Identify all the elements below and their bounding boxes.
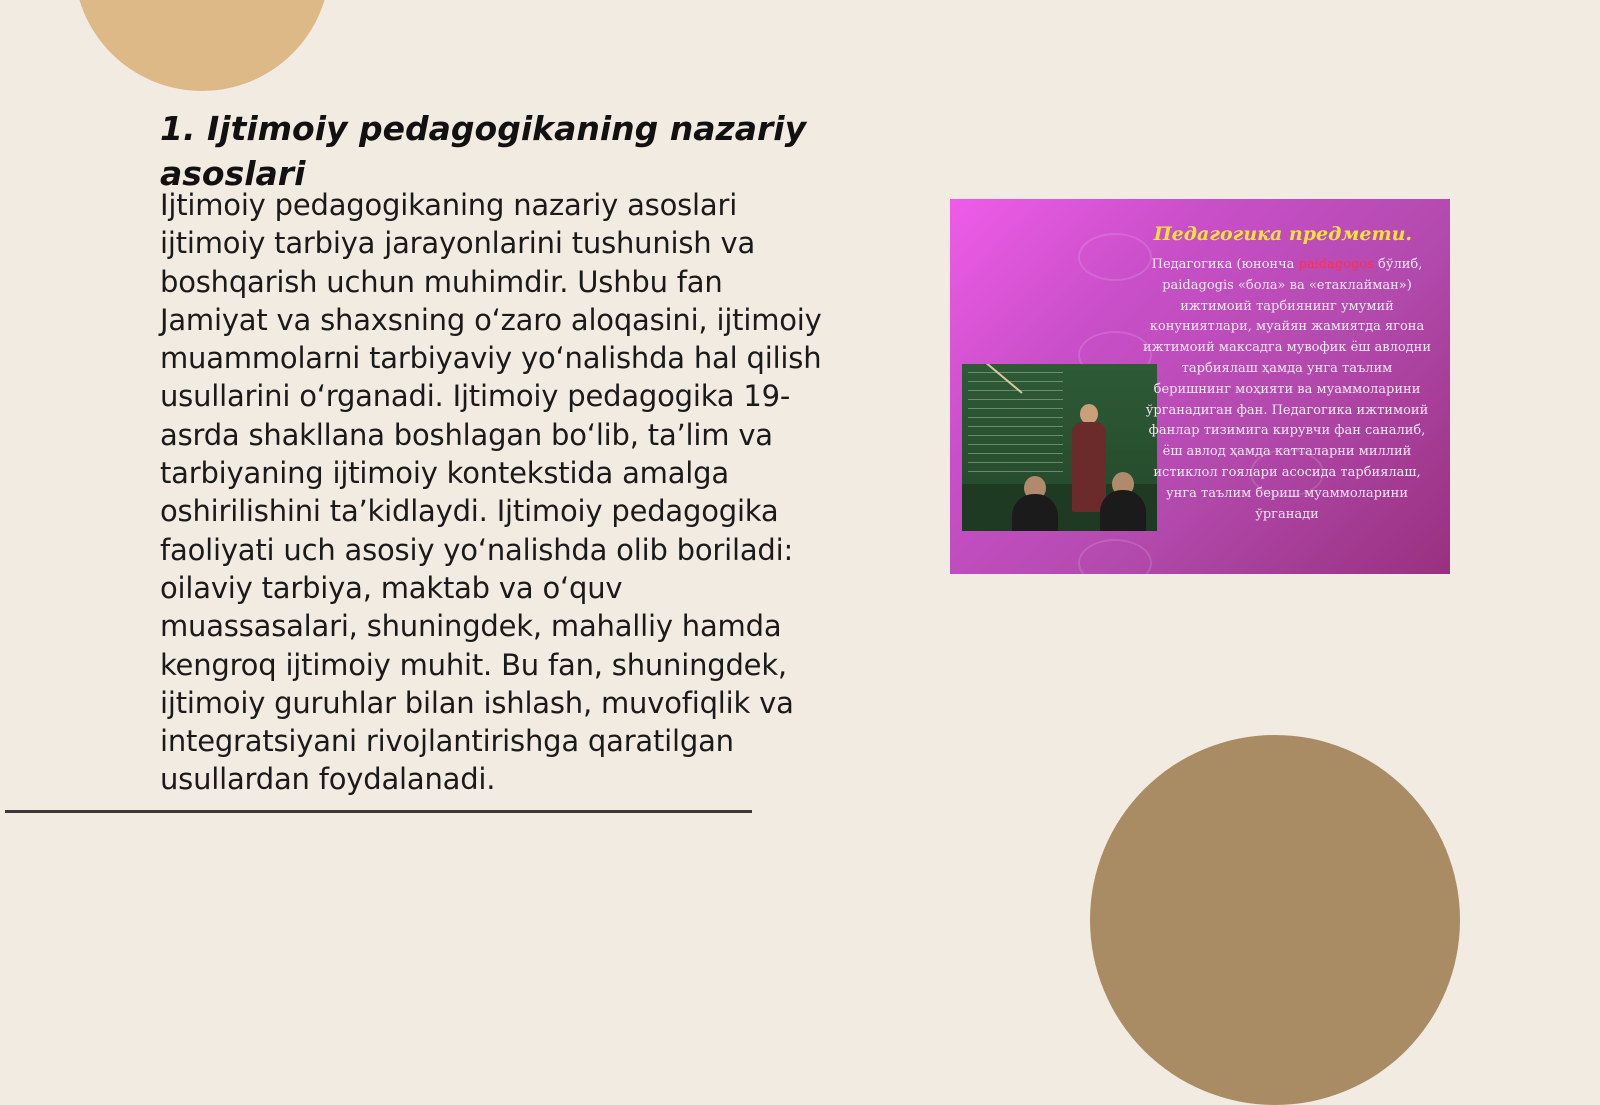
slide-body-text: Ijtimoiy pedagogikaning nazariy asoslari ijtimoiy tarbiya jarayonlarini tushunish va boshqarish uchun muhimdir. Ushbu fan Jamiyat va shaxsning oʻzaro aloqasini, ijtimoiy muammolarni tarbiyaviy yoʻnalishda hal qilish usullarini oʻrganadi. Ijtimoiy pedagogika 19-asrda shakllana boshlagan boʻlib, taʼlim va tarbiyaning ijtimoiy kontekstida amalga oshirilishini taʼkidlaydi. Ijtimoiy pedagogika faoliyati uch asosiy yoʻnalishda olib boriladi: oilaviy tarbiya, maktab va oʻquv muassasalari, shuningdek, mahalliy hamda kengroq ijtimoiy muhit. Bu fan, shuningdek, ijtimoiy guruhlar bilan ishlash, muvofiqlik va integratsiyani rivojlantirishga qaratilgan usullardan foydalanadi. [160, 188, 822, 797]
divider-line [5, 810, 752, 813]
picture-text-part: Педагогика (юнонча [1151, 257, 1299, 272]
watermark-icon [1078, 539, 1152, 574]
decorative-circle-top [74, 0, 330, 91]
watermark-icon [1078, 233, 1152, 281]
picture-title: Педагогика предмети. [1153, 223, 1412, 245]
decorative-circle-bottom [1090, 735, 1460, 1105]
student-figure [1012, 494, 1058, 531]
chalkboard [962, 364, 1157, 484]
slide-picture[interactable] [950, 199, 1450, 574]
picture-text-part: бўлиб, paidagogis «бола» ва «етаклайман») ижтимоий тарбиянинг умумий конуниятлари, муайян жамиятда ягона ижтимоий максадга мувофик ёш авлодни тарбиялаш ҳамда унга таълим беришнинг моҳияти ва муаммоларини ўрганадиган фан. Педагогика ижтимоий фанлар тизимига кирувчи фан саналиб, ёш авлод ҳамда катталарни миллий истиклол гоялари асосида тарбиялаш, унга таълим бериш муаммоларини ўрганади [1143, 257, 1431, 522]
picture-text [1142, 255, 1432, 525]
picture-text-highlight: paidagogos [1298, 257, 1374, 272]
slide-title: 1. Ijtimoiy pedagogikaning nazariy asoslari [160, 109, 807, 193]
teacher-body [1072, 422, 1106, 512]
teacher-head [1080, 404, 1098, 424]
student-figure [1100, 490, 1146, 531]
classroom-photo [962, 364, 1157, 531]
